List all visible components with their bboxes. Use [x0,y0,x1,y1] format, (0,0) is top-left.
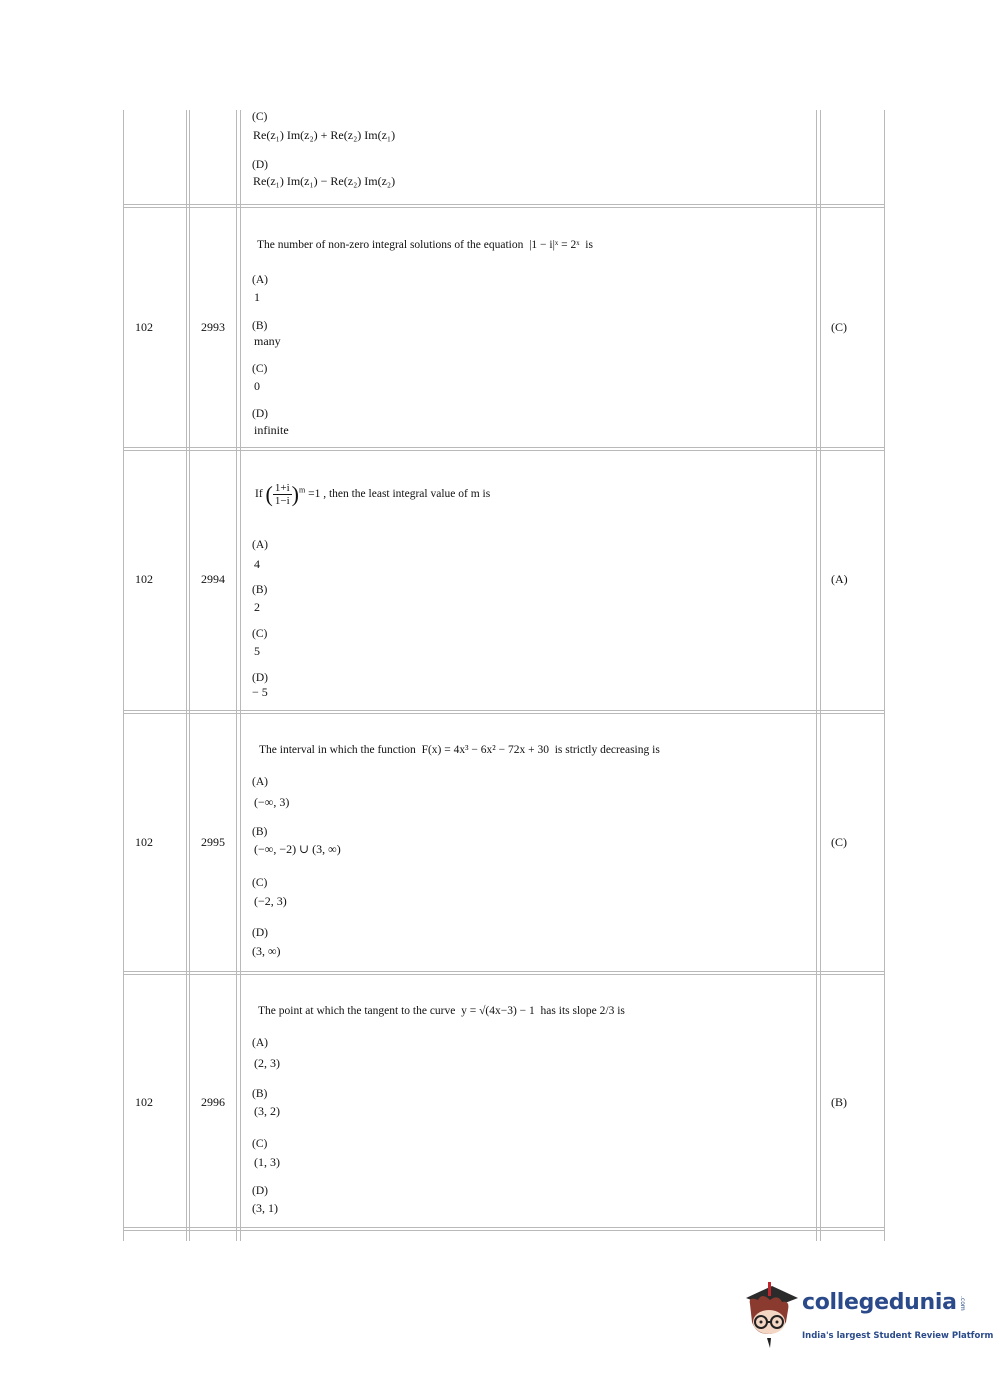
question-id: 2993 [201,320,225,334]
question-stem [259,744,660,756]
option-label: (D) [252,159,268,171]
row-border [123,971,885,972]
row-border [123,207,885,208]
option-value: 5 [254,644,260,658]
fraction-denominator: 1−i [274,495,290,507]
fraction-numerator: 1+i [274,482,290,494]
option-value: − 5 [252,685,268,699]
option-value: Re(z₁) Im(z₁) − Re(z₂) Im(z₂) [253,174,396,188]
stem-text: =1 , then the least integral value of m is [308,488,491,501]
table-border-right [884,110,885,1241]
option-value: many [254,334,281,348]
stem-text: has its slope 2/3 is [540,1005,625,1017]
stem-math: |1 − i|ˣ = 2ˣ [529,239,580,251]
paper-code: 102 [135,572,153,586]
option-label: (D) [252,672,268,684]
option-label: (B) [252,584,268,596]
question-id: 2994 [201,572,225,586]
option-value: (−2, 3) [254,894,287,908]
option-label: (A) [252,274,268,286]
logo-wordmark: collegedunia [802,1290,957,1315]
option-label: (A) [252,1037,268,1049]
stem-exponent: m [298,485,306,495]
table-border-col3-right [816,110,817,1241]
option-label: (D) [252,927,268,939]
correct-answer: (A) [831,572,848,586]
stem-text: is strictly decreasing is [554,744,660,756]
logo-tagline: India's largest Student Review Platform [802,1331,994,1341]
correct-answer: (C) [831,320,847,334]
row-border [123,710,885,711]
option-label: (B) [252,1088,268,1100]
option-value: 1 [254,290,260,304]
stem-math: F(x) = 4x³ − 6x² − 72x + 30 [421,744,549,756]
paper-code: 102 [135,1095,153,1109]
table-border-col3-left [240,110,241,1241]
option-label: (C) [252,628,268,640]
question-id: 2996 [201,1095,225,1109]
stem-text: is [585,239,593,251]
option-value: infinite [254,423,289,437]
graduate-mascot-icon [740,1282,802,1354]
stem-fraction [273,482,292,507]
table-border-col4-left [820,110,821,1241]
logo-domain-suffix: .com [959,1296,966,1311]
option-label: (C) [252,1138,268,1150]
option-label: (C) [252,111,268,123]
option-label: (C) [252,363,268,375]
paper-code: 102 [135,835,153,849]
question-stem [258,1005,625,1017]
option-value: (2, 3) [254,1056,280,1070]
question-id: 2995 [201,835,225,849]
correct-answer: (B) [831,1095,847,1109]
option-value: 4 [254,557,260,571]
option-label: (D) [252,1185,268,1197]
option-value: 2 [254,600,260,614]
stem-text: The number of non-zero integral solutions of the equation [257,239,524,251]
option-value: (−∞, 3) [254,795,290,809]
option-label: (A) [252,539,268,551]
collegedunia-logo [740,1282,994,1362]
option-value: (3, 1) [252,1201,278,1215]
table-border-col2-right [236,110,237,1241]
row-border [123,1230,885,1231]
option-label: (A) [252,776,268,788]
option-label: (D) [252,408,268,420]
option-label: (B) [252,826,268,838]
table-border-col1-right [186,110,187,1241]
row-border [123,1227,885,1228]
stem-math: y = √(4x−3) − 1 [461,1005,535,1017]
question-stem [257,239,593,251]
row-border [123,450,885,451]
stem-text: The point at which the tangent to the curve [258,1005,456,1017]
option-label: (C) [252,877,268,889]
correct-answer: (C) [831,835,847,849]
option-value: 0 [254,379,260,393]
option-value: (3, 2) [254,1104,280,1118]
row-border [123,974,885,975]
question-stem: If ( $\frac{1+i}{1-i}$ )$^m$ =1 , then the least integral value of m is [255,481,491,507]
option-value: Re(z₁) Im(z₂) + Re(z₂) Im(z₁) [253,128,396,142]
row-border [123,713,885,714]
table-border-left [123,110,124,1241]
option-value: (−∞, −2) ∪ (3, ∞) [254,842,341,856]
stem-text: If [255,488,263,501]
option-label: (B) [252,320,268,332]
option-value: (1, 3) [254,1155,280,1169]
row-border [123,447,885,448]
table-border-col2-left [189,110,190,1241]
stem-text: The interval in which the function [259,744,416,756]
option-value: (3, ∞) [252,944,281,958]
row-border [123,204,885,205]
paper-code: 102 [135,320,153,334]
